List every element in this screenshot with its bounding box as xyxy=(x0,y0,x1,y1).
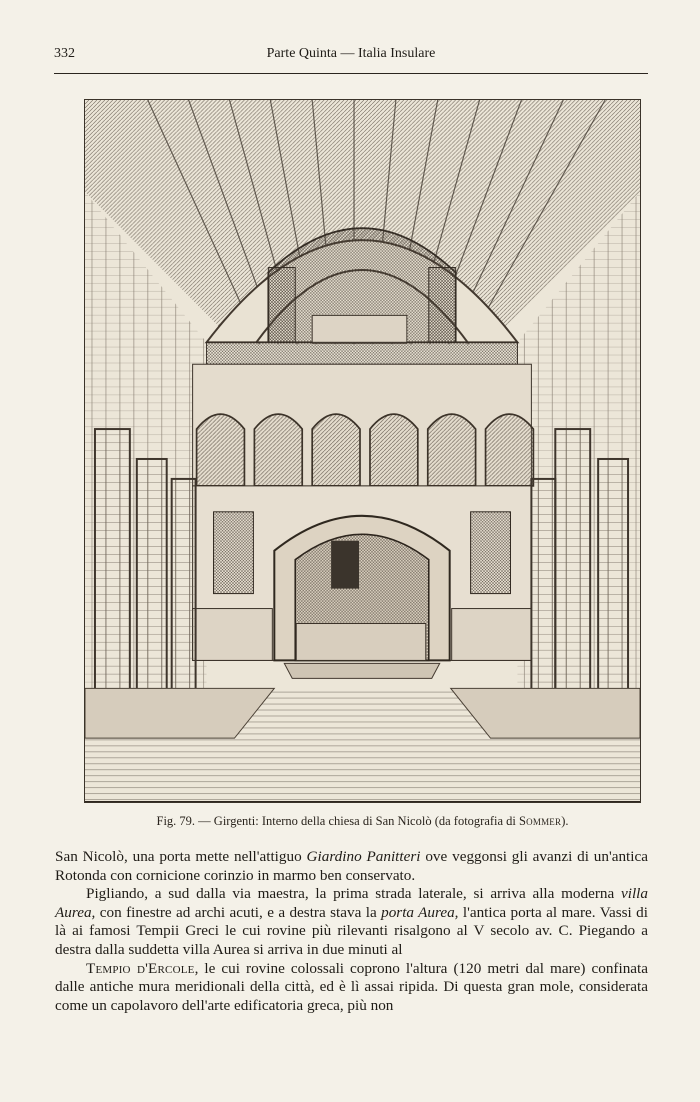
paragraph-3-text-b: , le cui rovine colossali coprono l'altura (120 metri dal mare) confinata dalle antiche mura meridionali della città, ed è lì assai ripida. Di questa gran mole, considerata come un capolavoro dell'arte edificatoria greca, più non xyxy=(55,959,648,1014)
paragraph-1-text-b: Giardino Panitteri xyxy=(306,848,421,865)
paragraph-2 xyxy=(55,885,648,959)
caption-suffix: ). xyxy=(561,814,569,828)
paragraph-2-text-e: l'antica porta al mare. Vassi di là ai famosi Tempii Greci le cui rovine più rilevanti risalgono al V secolo av. C. Piegando a destra dalla suddetta villa Aurea si arriva in due minuti al xyxy=(55,903,648,958)
church-interior-engraving xyxy=(84,99,641,803)
paragraph-1 xyxy=(55,848,648,885)
page-number: 332 xyxy=(54,46,75,61)
paragraph-2-text-d: porta Aurea, xyxy=(381,903,459,921)
body-text xyxy=(55,848,648,1015)
caption-prefix: Fig. 79. — Girgenti: Interno della chiesa di San Nicolò (da fotografia di xyxy=(156,814,520,828)
paragraph-3-text-a: Tempio d'Ercole xyxy=(86,959,195,977)
header-rule xyxy=(54,73,648,74)
paragraph-2-text-a: Pigliando, a sud dalla via maestra, la prima strada laterale, si arriva alla moderna xyxy=(86,885,621,903)
running-header xyxy=(54,42,648,66)
paragraph-2-text-b: villa Aurea, xyxy=(55,885,648,921)
paragraph-1-text-c: ove veggonsi gli avanzi di un'antica Rotonda con cornicione corinzio in marmo ben conservato. xyxy=(55,848,648,884)
paragraph-2-text-c: con finestre ad archi acuti, e a destra stava la xyxy=(95,903,382,921)
caption-photographer: Sommer xyxy=(519,814,562,828)
figure-caption xyxy=(84,814,641,829)
running-head: Parte Quinta — Italia Insulare xyxy=(266,46,436,61)
paragraph-3 xyxy=(55,960,648,1016)
paragraph-1-text-a: San Nicolò, una porta mette nell'attiguo xyxy=(55,848,307,865)
